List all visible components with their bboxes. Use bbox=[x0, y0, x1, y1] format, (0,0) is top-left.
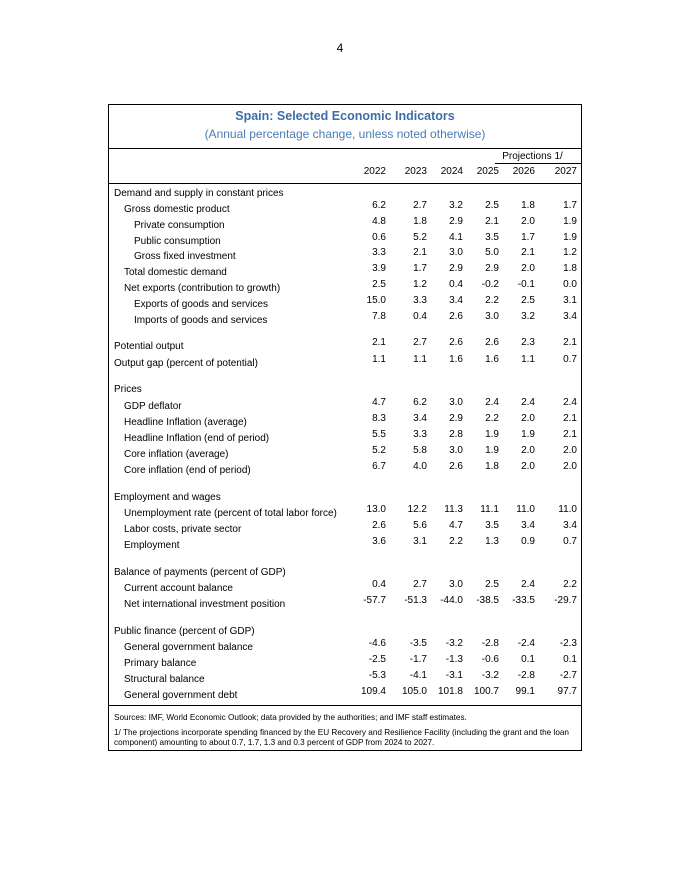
year-header: 2026 bbox=[512, 166, 535, 177]
cell-value: 2.1 bbox=[521, 247, 535, 258]
footnote: 1/ The projections incorporate spending financed by the EU Recovery and Resilience Facility (including the grant and the loan component) amounting to about 0.7, 1.7, 1.3 and 0.3 percent of GDP from 2024 to 2027. bbox=[114, 727, 569, 747]
cell-value: 1.7 bbox=[521, 232, 535, 243]
cell-value: -2.8 bbox=[481, 638, 499, 649]
table-row bbox=[109, 412, 581, 428]
cell-value: 2.6 bbox=[449, 461, 463, 472]
cell-value: 3.3 bbox=[413, 429, 427, 440]
cell-value: 0.1 bbox=[563, 654, 577, 665]
cell-value: 3.4 bbox=[449, 295, 463, 306]
cell-value: 6.2 bbox=[413, 397, 427, 408]
section-heading-row bbox=[109, 621, 581, 637]
cell-value: 3.4 bbox=[413, 413, 427, 424]
cell-value: 3.4 bbox=[563, 311, 577, 322]
cell-value: 3.0 bbox=[449, 247, 463, 258]
table-row bbox=[109, 444, 581, 460]
table-row bbox=[109, 685, 581, 701]
cell-value: -3.2 bbox=[445, 638, 463, 649]
table-row bbox=[109, 653, 581, 669]
cell-value: 1.9 bbox=[521, 429, 535, 440]
cell-value: 2.6 bbox=[485, 337, 499, 348]
cell-value: 2.5 bbox=[372, 279, 386, 290]
section-heading: Demand and supply in constant prices bbox=[114, 188, 284, 199]
cell-value: 5.2 bbox=[413, 232, 427, 243]
cell-value: 2.9 bbox=[485, 263, 499, 274]
table-row bbox=[109, 460, 581, 476]
cell-value: 2.1 bbox=[563, 413, 577, 424]
cell-value: 2.3 bbox=[521, 337, 535, 348]
table-row bbox=[109, 310, 581, 326]
table-title: Spain: Selected Economic Indicators bbox=[235, 109, 455, 123]
section-heading: Balance of payments (percent of GDP) bbox=[114, 567, 286, 578]
cell-value: 8.3 bbox=[372, 413, 386, 424]
year-header: 2023 bbox=[404, 166, 427, 177]
cell-value: 3.3 bbox=[372, 247, 386, 258]
table-notes bbox=[109, 705, 581, 753]
sources-note: Sources: IMF, World Economic Outlook; data provided by the authorities; and IMF staff estimates. bbox=[114, 713, 467, 722]
cell-value: 0.1 bbox=[521, 654, 535, 665]
row-label: Imports of goods and services bbox=[134, 315, 268, 326]
cell-value: 2.1 bbox=[563, 337, 577, 348]
year-header: 2027 bbox=[554, 166, 577, 177]
table-row bbox=[109, 396, 581, 412]
table-row bbox=[109, 231, 581, 247]
cell-value: -0.1 bbox=[517, 279, 535, 290]
row-label: Net international investment position bbox=[124, 599, 286, 610]
cell-value: 1.6 bbox=[449, 354, 463, 365]
row-label: Total domestic demand bbox=[124, 267, 227, 278]
cell-value: 2.0 bbox=[521, 445, 535, 456]
cell-value: 2.2 bbox=[563, 579, 577, 590]
cell-value: 15.0 bbox=[366, 295, 386, 306]
cell-value: 2.0 bbox=[563, 445, 577, 456]
cell-value: 1.9 bbox=[485, 429, 499, 440]
cell-value: 11.0 bbox=[516, 504, 535, 515]
cell-value: 0.7 bbox=[563, 536, 577, 547]
cell-value: 3.5 bbox=[485, 520, 499, 531]
row-label: Core inflation (average) bbox=[124, 449, 229, 460]
cell-value: 99.1 bbox=[515, 686, 535, 697]
cell-value: 97.7 bbox=[557, 686, 577, 697]
cell-value: 2.5 bbox=[485, 200, 499, 211]
cell-value: -57.7 bbox=[363, 595, 386, 606]
cell-value: 2.4 bbox=[485, 397, 499, 408]
cell-value: -0.6 bbox=[481, 654, 499, 665]
cell-value: 100.7 bbox=[473, 686, 499, 697]
table-header bbox=[109, 149, 581, 184]
table-row bbox=[109, 278, 581, 294]
cell-value: 1.7 bbox=[413, 263, 427, 274]
cell-value: 4.7 bbox=[372, 397, 386, 408]
cell-value: 3.9 bbox=[372, 263, 386, 274]
year-header-row bbox=[109, 165, 581, 179]
table-title-block bbox=[109, 105, 581, 149]
cell-value: 3.2 bbox=[449, 200, 463, 211]
cell-value: 11.0 bbox=[558, 504, 577, 515]
cell-value: -44.0 bbox=[440, 595, 463, 606]
cell-value: 2.2 bbox=[485, 295, 499, 306]
cell-value: -2.3 bbox=[559, 638, 577, 649]
row-label: Exports of goods and services bbox=[134, 299, 268, 310]
row-label: Structural balance bbox=[124, 674, 205, 685]
year-header: 2024 bbox=[440, 166, 463, 177]
cell-value: 1.8 bbox=[563, 263, 577, 274]
cell-value: -3.1 bbox=[445, 670, 463, 681]
projections-label: Projections 1/ bbox=[502, 151, 563, 162]
cell-value: 4.1 bbox=[449, 232, 463, 243]
table-row bbox=[109, 199, 581, 215]
cell-value: 1.8 bbox=[521, 200, 535, 211]
cell-value: 2.7 bbox=[413, 200, 427, 211]
cell-value: 12.2 bbox=[407, 504, 427, 515]
table-row bbox=[109, 215, 581, 231]
cell-value: -4.6 bbox=[368, 638, 386, 649]
cell-value: 6.2 bbox=[372, 200, 386, 211]
section-heading-row bbox=[109, 379, 581, 395]
cell-value: 1.2 bbox=[413, 279, 427, 290]
row-label: Current account balance bbox=[124, 583, 233, 594]
cell-value: -29.7 bbox=[554, 595, 577, 606]
cell-value: 11.1 bbox=[480, 504, 499, 515]
table-row bbox=[109, 246, 581, 262]
cell-value: 4.8 bbox=[372, 216, 386, 227]
row-label: General government debt bbox=[124, 690, 238, 701]
cell-value: -3.2 bbox=[481, 670, 499, 681]
cell-value: 5.5 bbox=[372, 429, 386, 440]
row-label: Potential output bbox=[114, 341, 184, 352]
table-row bbox=[109, 637, 581, 653]
cell-value: 2.6 bbox=[372, 520, 386, 531]
row-label: Core inflation (end of period) bbox=[124, 465, 251, 476]
cell-value: 2.2 bbox=[449, 536, 463, 547]
row-label: Net exports (contribution to growth) bbox=[124, 283, 281, 294]
year-header: 2025 bbox=[476, 166, 499, 177]
cell-value: -2.4 bbox=[517, 638, 535, 649]
page-number: 4 bbox=[336, 41, 344, 55]
cell-value: 2.1 bbox=[563, 429, 577, 440]
row-label: Gross fixed investment bbox=[134, 251, 236, 262]
row-label: Headline Inflation (end of period) bbox=[124, 433, 270, 444]
cell-value: 105.0 bbox=[401, 686, 427, 697]
cell-value: -2.8 bbox=[517, 670, 535, 681]
cell-value: 2.4 bbox=[521, 579, 535, 590]
cell-value: -3.5 bbox=[409, 638, 427, 649]
cell-value: 2.5 bbox=[485, 579, 499, 590]
cell-value: 2.8 bbox=[449, 429, 463, 440]
cell-value: 3.6 bbox=[372, 536, 386, 547]
cell-value: 1.1 bbox=[521, 354, 535, 365]
cell-value: -0.2 bbox=[481, 279, 499, 290]
cell-value: 2.9 bbox=[449, 263, 463, 274]
cell-value: 2.0 bbox=[521, 413, 535, 424]
cell-value: -38.5 bbox=[476, 595, 499, 606]
row-label: Unemployment rate (percent of total labor force) bbox=[124, 508, 337, 519]
cell-value: 3.5 bbox=[485, 232, 499, 243]
table-row bbox=[109, 353, 581, 369]
cell-value: 2.0 bbox=[563, 461, 577, 472]
cell-value: 0.4 bbox=[372, 579, 386, 590]
cell-value: 0.0 bbox=[563, 279, 577, 290]
row-label: Output gap (percent of potential) bbox=[114, 358, 258, 369]
cell-value: 13.0 bbox=[366, 504, 386, 515]
cell-value: 109.4 bbox=[360, 686, 386, 697]
cell-value: 4.7 bbox=[449, 520, 463, 531]
cell-value: 5.6 bbox=[413, 520, 427, 531]
cell-value: 2.9 bbox=[449, 413, 463, 424]
projections-underline bbox=[495, 163, 582, 164]
cell-value: -51.3 bbox=[404, 595, 427, 606]
cell-value: 3.4 bbox=[563, 520, 577, 531]
cell-value: 6.7 bbox=[372, 461, 386, 472]
cell-value: 2.6 bbox=[449, 337, 463, 348]
cell-value: 1.9 bbox=[563, 216, 577, 227]
row-label: General government balance bbox=[124, 642, 253, 653]
cell-value: 101.8 bbox=[437, 686, 463, 697]
cell-value: -33.5 bbox=[512, 595, 535, 606]
row-label: Gross domestic product bbox=[124, 204, 230, 215]
cell-value: 3.0 bbox=[485, 311, 499, 322]
row-label: Private consumption bbox=[134, 220, 225, 231]
table-row bbox=[109, 594, 581, 610]
cell-value: 0.6 bbox=[372, 232, 386, 243]
cell-value: -2.5 bbox=[368, 654, 386, 665]
table-body bbox=[109, 183, 581, 703]
cell-value: 3.1 bbox=[413, 536, 427, 547]
section-heading: Employment and wages bbox=[114, 492, 221, 503]
cell-value: 7.8 bbox=[372, 311, 386, 322]
cell-value: 5.8 bbox=[413, 445, 427, 456]
section-heading-row bbox=[109, 487, 581, 503]
cell-value: 5.2 bbox=[372, 445, 386, 456]
cell-value: 1.9 bbox=[485, 445, 499, 456]
section-heading: Public finance (percent of GDP) bbox=[114, 626, 255, 637]
cell-value: 1.7 bbox=[563, 200, 577, 211]
cell-value: 1.8 bbox=[413, 216, 427, 227]
indicators-table bbox=[108, 104, 582, 751]
cell-value: 2.7 bbox=[413, 337, 427, 348]
table-row bbox=[109, 535, 581, 551]
cell-value: 3.0 bbox=[449, 397, 463, 408]
row-label: Public consumption bbox=[134, 236, 221, 247]
cell-value: 0.4 bbox=[449, 279, 463, 290]
table-row bbox=[109, 519, 581, 535]
cell-value: 5.0 bbox=[485, 247, 499, 258]
year-header: 2022 bbox=[363, 166, 386, 177]
table-row bbox=[109, 336, 581, 352]
cell-value: -4.1 bbox=[409, 670, 427, 681]
cell-value: 4.0 bbox=[413, 461, 427, 472]
cell-value: 2.0 bbox=[521, 216, 535, 227]
cell-value: 1.1 bbox=[372, 354, 386, 365]
cell-value: 2.1 bbox=[485, 216, 499, 227]
cell-value: 2.0 bbox=[521, 263, 535, 274]
row-label: Primary balance bbox=[124, 658, 197, 669]
cell-value: 1.2 bbox=[563, 247, 577, 258]
section-heading-row bbox=[109, 562, 581, 578]
cell-value: 11.3 bbox=[444, 504, 463, 515]
cell-value: 2.4 bbox=[521, 397, 535, 408]
section-heading-row bbox=[109, 183, 581, 199]
cell-value: -5.3 bbox=[368, 670, 386, 681]
table-row bbox=[109, 578, 581, 594]
cell-value: 2.2 bbox=[485, 413, 499, 424]
cell-value: 2.7 bbox=[413, 579, 427, 590]
row-label: Headline Inflation (average) bbox=[124, 417, 247, 428]
cell-value: 1.8 bbox=[485, 461, 499, 472]
cell-value: 1.6 bbox=[485, 354, 499, 365]
table-row bbox=[109, 262, 581, 278]
row-label: GDP deflator bbox=[124, 401, 182, 412]
table-row bbox=[109, 503, 581, 519]
cell-value: 3.1 bbox=[563, 295, 577, 306]
cell-value: 0.7 bbox=[563, 354, 577, 365]
cell-value: 2.0 bbox=[521, 461, 535, 472]
row-label: Labor costs, private sector bbox=[124, 524, 242, 535]
cell-value: -1.7 bbox=[409, 654, 427, 665]
table-row bbox=[109, 669, 581, 685]
cell-value: 3.2 bbox=[521, 311, 535, 322]
row-label: Employment bbox=[124, 540, 180, 551]
cell-value: -2.7 bbox=[559, 670, 577, 681]
table-row bbox=[109, 428, 581, 444]
table-row bbox=[109, 294, 581, 310]
section-heading: Prices bbox=[114, 384, 142, 395]
cell-value: 0.4 bbox=[413, 311, 427, 322]
cell-value: 1.9 bbox=[563, 232, 577, 243]
cell-value: 0.9 bbox=[521, 536, 535, 547]
cell-value: 2.4 bbox=[563, 397, 577, 408]
cell-value: 2.1 bbox=[372, 337, 386, 348]
cell-value: 2.9 bbox=[449, 216, 463, 227]
cell-value: 2.6 bbox=[449, 311, 463, 322]
cell-value: 2.1 bbox=[413, 247, 427, 258]
cell-value: -1.3 bbox=[445, 654, 463, 665]
cell-value: 1.3 bbox=[485, 536, 499, 547]
cell-value: 3.4 bbox=[521, 520, 535, 531]
cell-value: 3.0 bbox=[449, 445, 463, 456]
cell-value: 3.0 bbox=[449, 579, 463, 590]
cell-value: 3.3 bbox=[413, 295, 427, 306]
cell-value: 2.5 bbox=[521, 295, 535, 306]
table-subtitle: (Annual percentage change, unless noted otherwise) bbox=[204, 127, 486, 141]
cell-value: 1.1 bbox=[413, 354, 427, 365]
